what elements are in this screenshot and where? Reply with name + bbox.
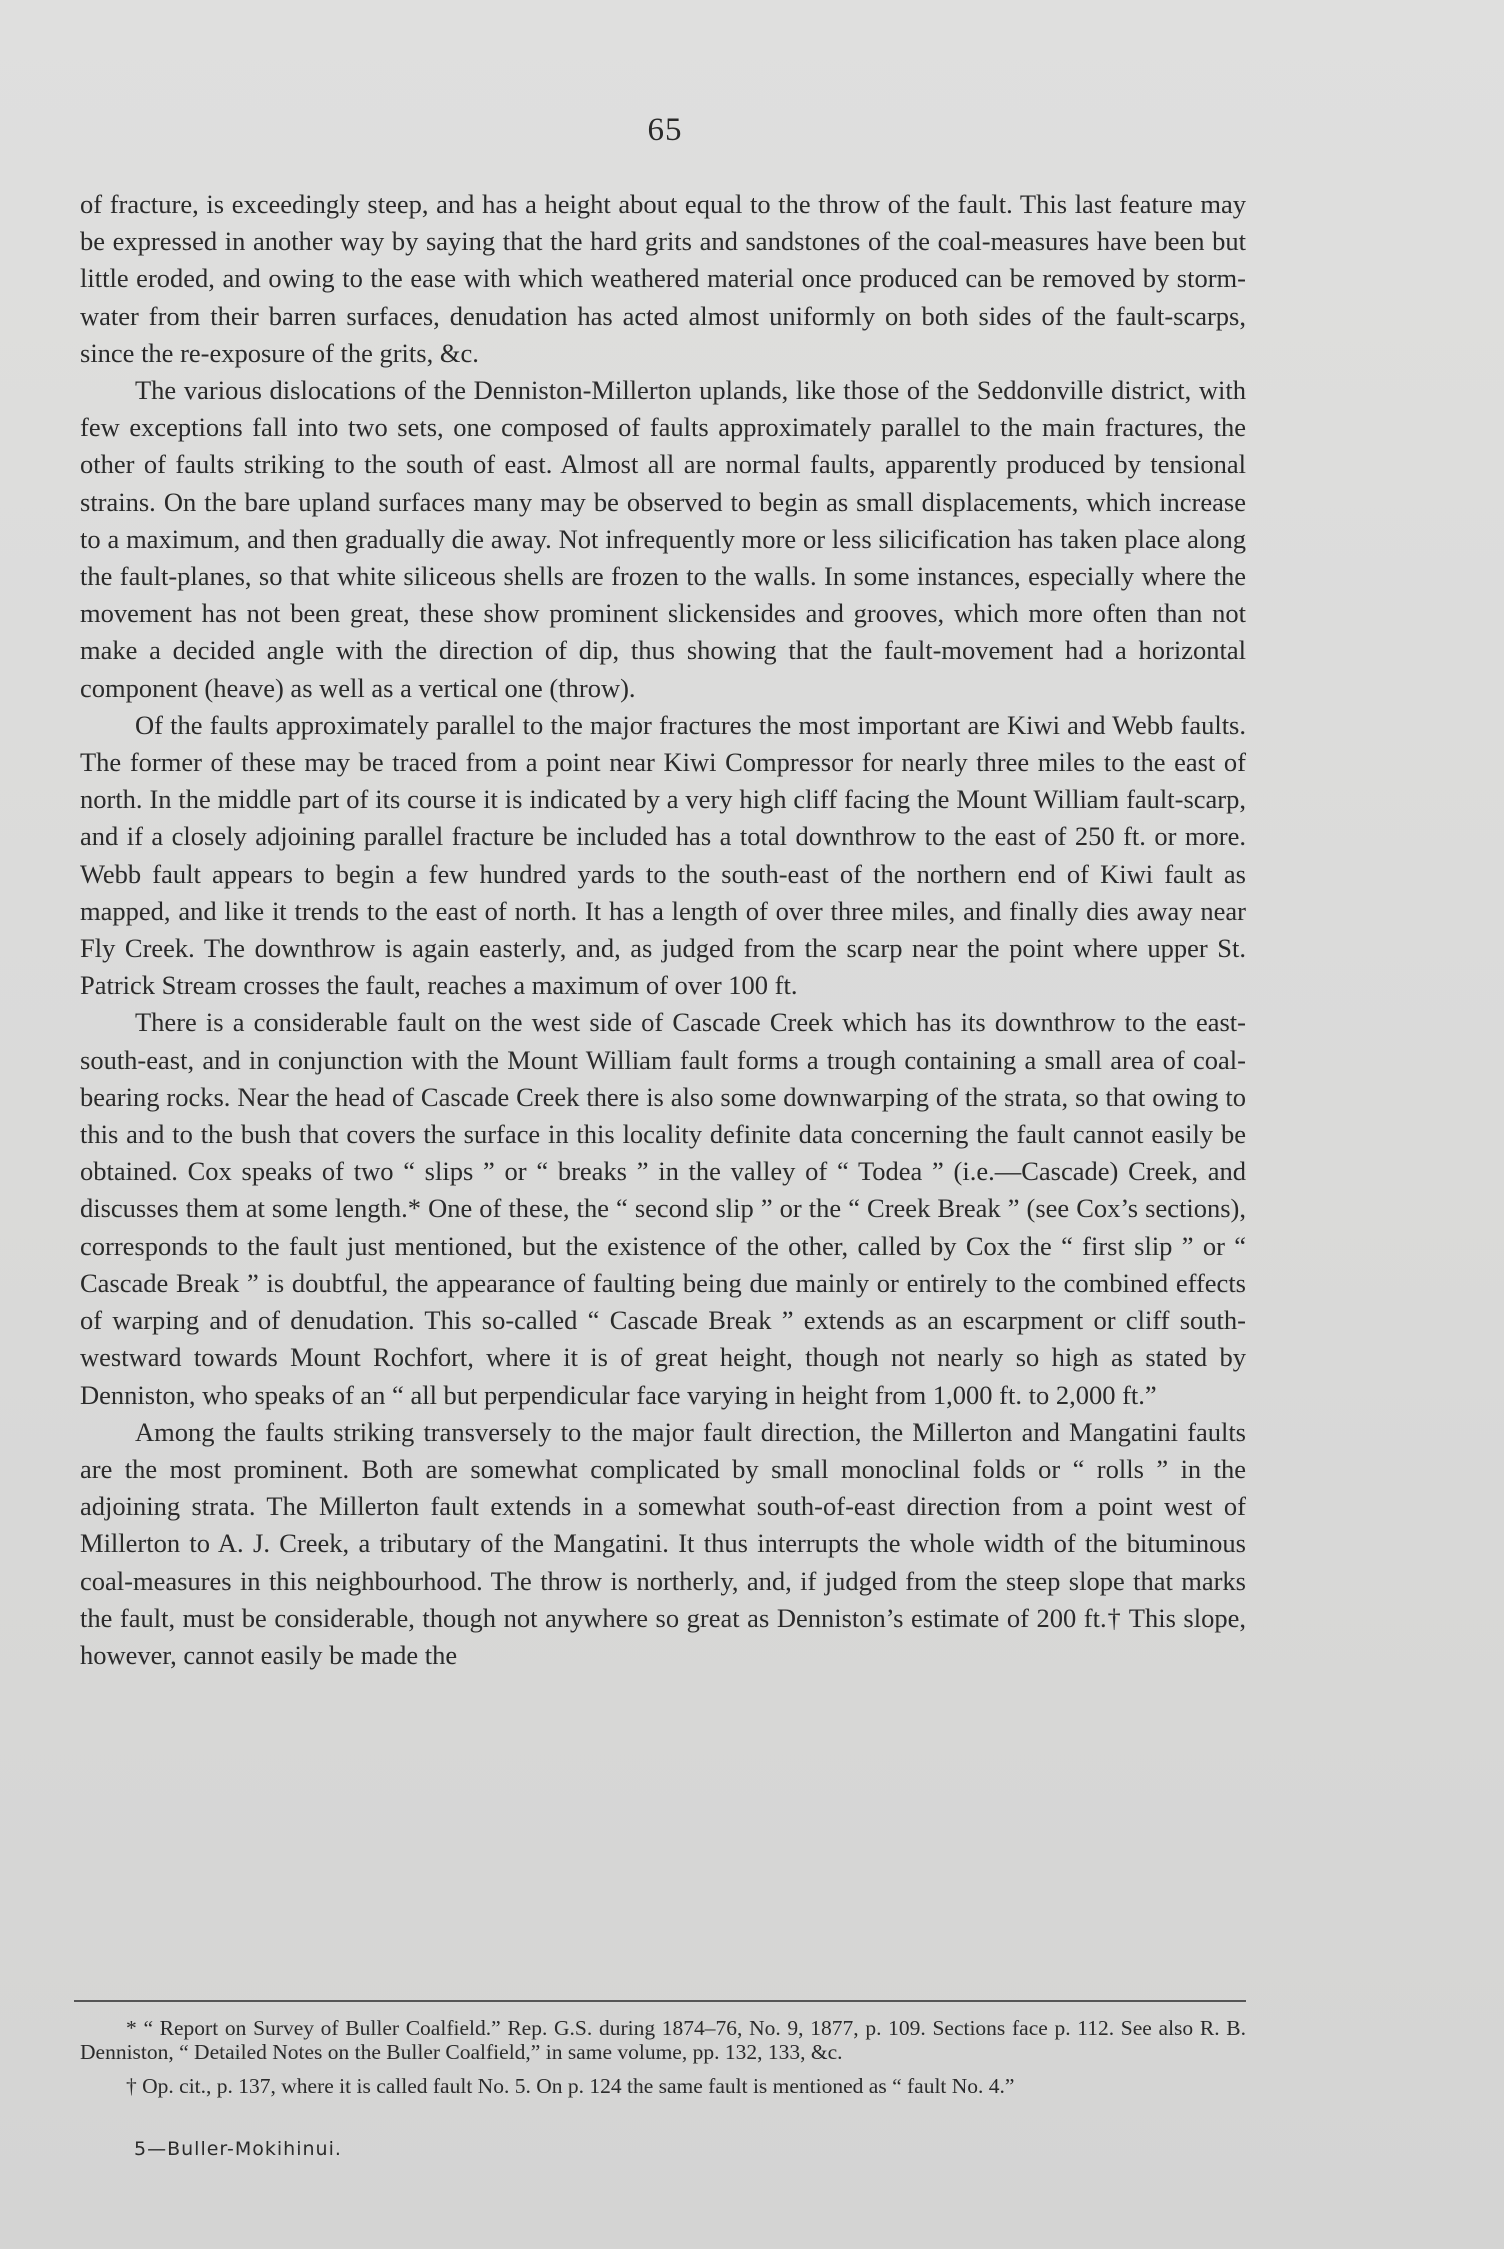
page-number: 65 (647, 112, 683, 148)
paragraph: There is a considerable fault on the west side of Cascade Creek which has its downthrow to the east-south-east, and in conjunction with the Mount William fault forms a trough containing a small area of coal-bearing rocks. Near the head of Cascade Creek there is also some downwarping of the strata, so that owing to this and to the bush that covers the surface in this locality definite data concerning the fault cannot easily be obtained. Cox speaks of two “ slips ” or “ breaks ” in the valley of “ Todea ” (i.e.—Cascade) Creek, and discusses them at some length.* One of these, the “ second slip ” or the “ Creek Break ” (see Cox’s sections), corresponds to the fault just mentioned, but the existence of the other, called by Cox the “ first slip ” or “ Cascade Break ” is doubtful, the appearance of faulting being due mainly or entirely to the combined effects of warping and of denudation. This so-called “ Cascade Break ” extends as an escarpment or cliff south-westward towards Mount Rochfort, where it is of great height, though not nearly so high as stated by Denniston, who speaks of an “ all but perpendicular face varying in height from 1,000 ft. to 2,000 ft.” (80, 1007, 1246, 1410)
footnote: † Op. cit., p. 137, where it is called fault No. 5. On p. 124 the same fault is mentioned as “ fault No. 4.” (126, 2074, 1015, 2098)
body-text (80, 186, 1246, 1674)
footnotes (80, 2016, 1246, 2108)
paragraph: Among the faults striking transversely to the major fault direction, the Millerton and Mangatini faults are the most prominent. Both are somewhat complicated by small monoclinal folds or “ rolls ” in the adjoining strata. The Millerton fault extends in a somewhat south-of-east direction from a point west of Millerton to A. J. Creek, a tributary of the Mangatini. It thus interrupts the whole width of the bituminous coal-measures in this neighbourhood. The throw is northerly, and, if judged from the steep slope that marks the fault, must be considerable, though not anywhere so great as Denniston’s estimate of 200 ft.† This slope, however, cannot easily be made the (80, 1416, 1246, 1670)
paragraph: of fracture, is exceedingly steep, and has a height about equal to the throw of the fault. This last feature may be expressed in another way by saying that the hard grits and sandstones of the coal-measures have been but little eroded, and owing to the ease with which weathered material once produced can be removed by storm-water from their barren surfaces, denudation has acted almost uniformly on both sides of the fault-scarps, since the re-exposure of the grits, &c. (80, 189, 1246, 368)
signature-mark: 5—Buller-Mokihinui. (134, 2138, 342, 2160)
footnote: * “ Report on Survey of Buller Coalfield.” Rep. G.S. during 1874–76, No. 9, 1877, p. 109. Sections face p. 112. See also R. B. Denniston, “ Detailed Notes on the Buller Coalfield,” in same volume, pp. 132, 133, &c. (80, 2016, 1246, 2064)
paragraph: The various dislocations of the Denniston-Millerton uplands, like those of the Seddonville district, with few exceptions fall into two sets, one composed of faults approximately parallel to the main fractures, the other of faults striking to the south of east. Almost all are normal faults, apparently produced by tensional strains. On the bare upland surfaces many may be observed to begin as small displacements, which increase to a maximum, and then gradually die away. Not infrequently more or less silicification has taken place along the fault-planes, so that white siliceous shells are frozen to the walls. In some instances, especially where the movement has not been great, these show prominent slickensides and grooves, which more often than not make a decided angle with the direction of dip, thus showing that the fault-movement had a horizontal component (heave) as well as a vertical one (throw). (80, 375, 1246, 703)
footnote-divider (74, 2000, 1246, 2002)
paragraph: Of the faults approximately parallel to the major fractures the most important are Kiwi and Webb faults. The former of these may be traced from a point near Kiwi Compressor for nearly three miles to the east of north. In the middle part of its course it is indicated by a very high cliff facing the Mount William fault-scarp, and if a closely adjoining parallel fracture be included has a total downthrow to the east of 250 ft. or more. Webb fault appears to begin a few hundred yards to the south-east of the northern end of Kiwi fault as mapped, and like it trends to the east of north. It has a length of over three miles, and finally dies away near Fly Creek. The downthrow is again easterly, and, as judged from the scarp near the point where upper St. Patrick Stream crosses the fault, reaches a maximum of over 100 ft. (80, 709, 1246, 1001)
